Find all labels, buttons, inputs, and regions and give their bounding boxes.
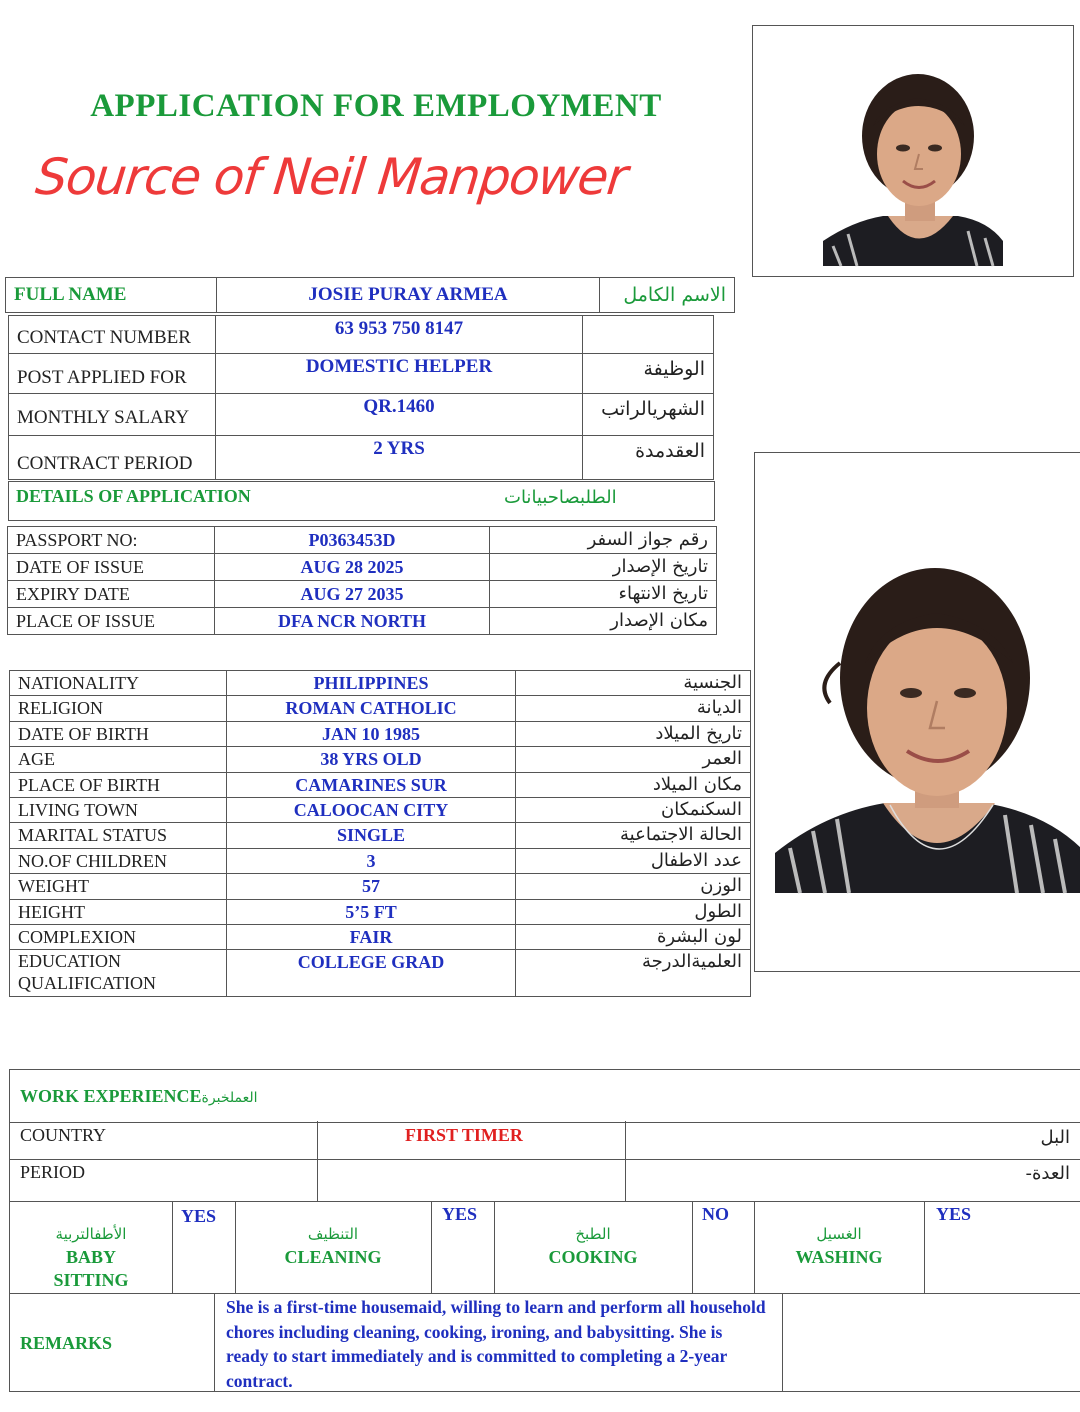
personal-label: COMPLEXION (10, 925, 227, 950)
remarks-label: REMARKS (20, 1333, 113, 1353)
table-row (9, 436, 714, 480)
table-row (9, 394, 714, 436)
personal-label-ar: السكنمكان (516, 798, 751, 823)
skill-baby-sitting-en: BABY SITTING (53, 1247, 129, 1290)
contact-number-label-ar (583, 316, 714, 354)
personal-label-ar: العلميةالدرجة (516, 950, 751, 997)
table-row (8, 608, 717, 635)
period-label: PERIOD (20, 1162, 86, 1182)
table-row (10, 925, 751, 950)
remarks-row (9, 1293, 1080, 1392)
personal-value: FAIR (227, 925, 516, 950)
contract-table (8, 315, 714, 480)
table-row (10, 747, 751, 772)
personal-value: CALOOCAN CITY (227, 798, 516, 823)
personal-value: 5’5 FT (227, 899, 516, 924)
personal-value: PHILIPPINES (227, 671, 516, 696)
personal-label-ar: عدد الاطفال (516, 848, 751, 873)
personal-label: DATE OF BIRTH (10, 721, 227, 746)
skill-washing-ar: الغسيل (816, 1225, 862, 1243)
table-row (9, 316, 714, 354)
work-experience-label (20, 1086, 258, 1107)
table-row (10, 696, 751, 721)
work-experience-label-en: WORK EXPERIENCE (20, 1086, 202, 1106)
table-row (8, 527, 717, 554)
date-of-issue-label: DATE OF ISSUE (8, 554, 215, 581)
place-of-issue-value: DFA NCR NORTH (215, 608, 490, 635)
skills-row (9, 1201, 1080, 1294)
work-experience-header (9, 1069, 1080, 1123)
personal-value: 38 YRS OLD (227, 747, 516, 772)
personal-label-ar: مكان الميلاد (516, 772, 751, 797)
post-applied-value: DOMESTIC HELPER (216, 354, 583, 394)
table-row (10, 899, 751, 924)
personal-value: ROMAN CATHOLIC (227, 696, 516, 721)
skill-washing-answer: YES (936, 1204, 972, 1224)
table-row (8, 581, 717, 608)
skill-baby-sitting-ar: الأطفالتربية (55, 1225, 127, 1243)
personal-label: LIVING TOWN (10, 798, 227, 823)
details-header (8, 481, 715, 521)
table-row (10, 950, 751, 997)
table-row (8, 554, 717, 581)
passport-table (7, 526, 717, 635)
work-period-row (9, 1159, 1080, 1202)
personal-value: CAMARINES SUR (227, 772, 516, 797)
personal-value: 57 (227, 874, 516, 899)
table-row (10, 721, 751, 746)
skill-cooking-answer: NO (702, 1204, 729, 1224)
table-row (10, 671, 751, 696)
place-of-issue-label: PLACE OF ISSUE (8, 608, 215, 635)
work-experience-label-ar: العملخبرة (201, 1090, 258, 1106)
personal-label-ar: الطول (516, 899, 751, 924)
country-label-ar: البل (1040, 1127, 1070, 1148)
skill-cleaning-en: CLEANING (284, 1247, 382, 1267)
monthly-salary-value: QR.1460 (216, 394, 583, 436)
details-header-label: DETAILS OF APPLICATION (16, 486, 251, 506)
personal-label-ar: الديانة (516, 696, 751, 721)
date-of-issue-value: AUG 28 2025 (215, 554, 490, 581)
personal-label: PLACE OF BIRTH (10, 772, 227, 797)
details-header-label-ar: الطلبصاحبيانات (504, 487, 617, 508)
table-row (6, 278, 735, 313)
post-applied-label: POST APPLIED FOR (9, 354, 216, 394)
form-title: APPLICATION FOR EMPLOYMENT (90, 88, 662, 124)
full-name-label-ar: الاسم الكامل (600, 278, 735, 313)
remarks-text: She is a first-time housemaid, willing to learn and perform all household chores including cleaning, cooking, ironing, and babysitting. She is ready to start immediately and is committed to completing a 2-year contract. (226, 1297, 766, 1391)
table-row (10, 823, 751, 848)
personal-value: COLLEGE GRAD (227, 950, 516, 997)
table-row (9, 354, 714, 394)
table-row (10, 848, 751, 873)
skill-cooking-ar: الطبخ (575, 1225, 611, 1243)
personal-label-ar: العمر (516, 747, 751, 772)
contract-period-label-ar: العقدمدة (583, 436, 714, 480)
expiry-date-label: EXPIRY DATE (8, 581, 215, 608)
personal-value: JAN 10 1985 (227, 721, 516, 746)
personal-label: HEIGHT (10, 899, 227, 924)
table-row (10, 874, 751, 899)
table-row (10, 772, 751, 797)
applicant-portrait-icon (755, 453, 1080, 971)
personal-label: EDUCATION QUALIFICATION (10, 950, 227, 997)
personal-label: MARITAL STATUS (10, 823, 227, 848)
table-row (10, 798, 751, 823)
full-name-value: JOSIE PURAY ARMEA (217, 278, 600, 313)
full-name-table (5, 277, 735, 313)
contact-number-value: 63 953 750 8147 (216, 316, 583, 354)
period-label-ar: العدة- (1025, 1163, 1070, 1184)
skill-washing (754, 1223, 924, 1269)
contract-period-label: CONTRACT PERIOD (9, 436, 216, 480)
passport-no-label-ar: رقم جواز السفر (490, 527, 717, 554)
contact-number-label: CONTACT NUMBER (9, 316, 216, 354)
applicant-portrait-icon (753, 26, 1073, 276)
personal-label: RELIGION (10, 696, 227, 721)
contract-period-value: 2 YRS (216, 436, 583, 480)
personal-details-body (10, 671, 751, 997)
applicant-photo-small (752, 25, 1074, 277)
personal-label: NO.OF CHILDREN (10, 848, 227, 873)
place-of-issue-label-ar: مكان الإصدار (490, 608, 717, 635)
personal-label: NATIONALITY (10, 671, 227, 696)
skill-cleaning-ar: التنظيف (307, 1225, 359, 1243)
personal-label-ar: لون البشرة (516, 925, 751, 950)
agency-name: Source of Neil Manpower (32, 148, 630, 206)
date-of-issue-label-ar: تاريخ الإصدار (490, 554, 717, 581)
expiry-date-value: AUG 27 2035 (215, 581, 490, 608)
monthly-salary-label: MONTHLY SALARY (9, 394, 216, 436)
expiry-date-label-ar: تاريخ الانتهاء (490, 581, 717, 608)
personal-label: WEIGHT (10, 874, 227, 899)
passport-no-value: P0363453D (215, 527, 490, 554)
personal-label-ar: الوزن (516, 874, 751, 899)
personal-label: AGE (10, 747, 227, 772)
personal-label-ar: الحالة الاجتماعية (516, 823, 751, 848)
personal-value: 3 (227, 848, 516, 873)
skill-cooking-en: COOKING (548, 1247, 638, 1267)
passport-no-label: PASSPORT NO: (8, 527, 215, 554)
monthly-salary-label-ar: الشهريالراتب (583, 394, 714, 436)
personal-label-ar: الجنسية (516, 671, 751, 696)
personal-details-table (9, 670, 751, 997)
skill-cooking (494, 1223, 692, 1269)
post-applied-label-ar: الوظيفة (583, 354, 714, 394)
country-value: FIRST TIMER (405, 1125, 523, 1145)
personal-value: SINGLE (227, 823, 516, 848)
applicant-photo-large (754, 452, 1080, 972)
skill-cleaning-answer: YES (442, 1204, 478, 1224)
work-country-row (9, 1121, 1080, 1160)
skill-baby-sitting (10, 1223, 172, 1292)
skill-baby-sitting-answer: YES (181, 1206, 217, 1226)
skill-cleaning (235, 1223, 431, 1269)
skill-washing-en: WASHING (795, 1247, 883, 1267)
personal-label-ar: تاريخ الميلاد (516, 721, 751, 746)
full-name-label: FULL NAME (6, 278, 217, 313)
country-label: COUNTRY (20, 1125, 107, 1145)
